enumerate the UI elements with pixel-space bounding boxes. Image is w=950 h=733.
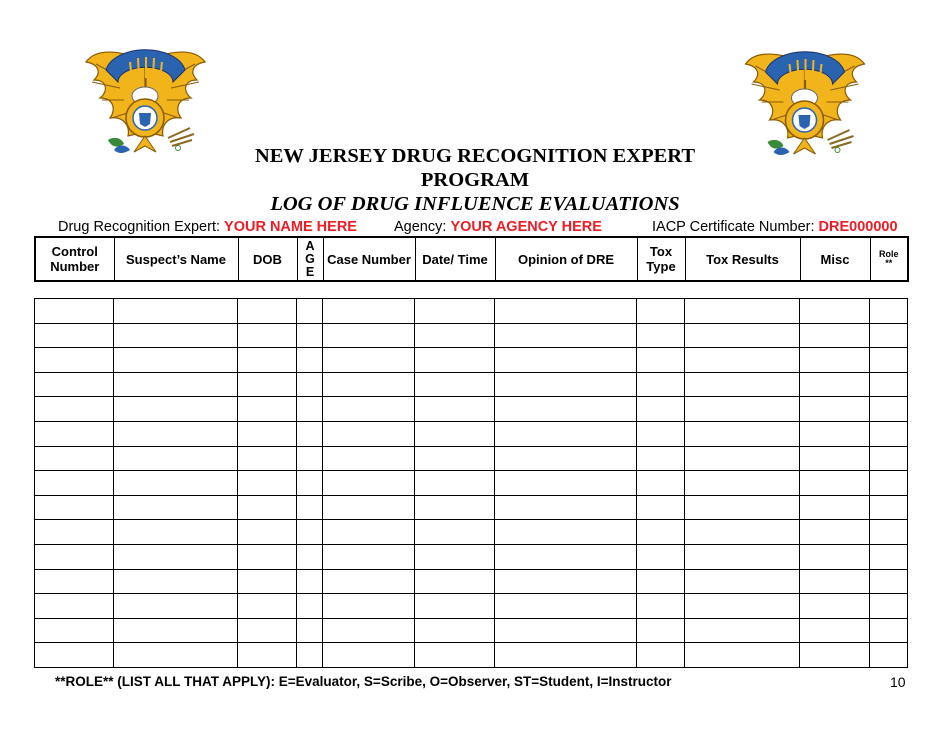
dre-seal-logo-left	[78, 40, 213, 162]
cell-tox-results[interactable]	[685, 372, 800, 397]
cell-dob[interactable]	[238, 594, 297, 619]
dre-name-value[interactable]: YOUR NAME HERE	[224, 219, 357, 235]
cell-control-number[interactable]	[35, 372, 114, 397]
cell-date-time[interactable]	[415, 618, 495, 643]
col-misc: Misc	[800, 237, 870, 281]
cell-suspect-name[interactable]	[114, 372, 238, 397]
cell-control-number[interactable]	[35, 348, 114, 373]
cell-opinion-of-dre[interactable]	[495, 348, 637, 373]
cell-tox-type[interactable]	[637, 299, 685, 324]
cell-dob[interactable]	[238, 569, 297, 594]
cell-age[interactable]	[297, 348, 323, 373]
cell-suspect-name[interactable]	[114, 348, 238, 373]
cell-tox-results[interactable]	[685, 421, 800, 446]
cell-tox-type[interactable]	[637, 618, 685, 643]
cell-role[interactable]	[870, 446, 908, 471]
cell-role[interactable]	[870, 348, 908, 373]
cell-control-number[interactable]	[35, 618, 114, 643]
cell-suspect-name[interactable]	[114, 323, 238, 348]
cell-dob[interactable]	[238, 495, 297, 520]
cell-role[interactable]	[870, 323, 908, 348]
col-role: Role **	[870, 237, 908, 281]
cell-dob[interactable]	[238, 544, 297, 569]
cell-misc[interactable]	[800, 299, 870, 324]
cell-role[interactable]	[870, 643, 908, 668]
table-row	[35, 643, 908, 668]
cell-tox-results[interactable]	[685, 348, 800, 373]
cell-control-number[interactable]	[35, 471, 114, 496]
cell-age[interactable]	[297, 643, 323, 668]
cell-date-time[interactable]	[415, 569, 495, 594]
cell-misc[interactable]	[800, 471, 870, 496]
table-row	[35, 544, 908, 569]
cell-tox-results[interactable]	[685, 594, 800, 619]
table-row	[35, 348, 908, 373]
table-row	[35, 299, 908, 324]
cell-dob[interactable]	[238, 520, 297, 545]
cell-age[interactable]	[297, 397, 323, 422]
cell-suspect-name[interactable]	[114, 520, 238, 545]
cell-control-number[interactable]	[35, 594, 114, 619]
cell-control-number[interactable]	[35, 397, 114, 422]
table-row	[35, 618, 908, 643]
cell-suspect-name[interactable]	[114, 446, 238, 471]
cell-case-number[interactable]	[323, 299, 415, 324]
col-dob: DOB	[238, 237, 297, 281]
cell-opinion-of-dre[interactable]	[495, 421, 637, 446]
cell-role[interactable]	[870, 372, 908, 397]
cell-suspect-name[interactable]	[114, 471, 238, 496]
table-row	[35, 569, 908, 594]
document-title	[215, 144, 735, 216]
col-tox-results: Tox Results	[685, 237, 800, 281]
cell-misc[interactable]	[800, 544, 870, 569]
col-opinion-of-dre: Opinion of DRE	[495, 237, 637, 281]
cell-age[interactable]	[297, 594, 323, 619]
cell-role[interactable]	[870, 397, 908, 422]
table-row	[35, 397, 908, 422]
page-number: 10	[890, 674, 906, 690]
cell-dob[interactable]	[238, 323, 297, 348]
cell-control-number[interactable]	[35, 643, 114, 668]
col-date-time: Date/ Time	[415, 237, 495, 281]
cell-age[interactable]	[297, 323, 323, 348]
cell-suspect-name[interactable]	[114, 643, 238, 668]
cell-role[interactable]	[870, 618, 908, 643]
cell-tox-results[interactable]	[685, 618, 800, 643]
cell-control-number[interactable]	[35, 544, 114, 569]
cell-case-number[interactable]	[323, 421, 415, 446]
cell-dob[interactable]	[238, 446, 297, 471]
cell-date-time[interactable]	[415, 495, 495, 520]
cell-control-number[interactable]	[35, 569, 114, 594]
table-row	[35, 421, 908, 446]
cell-dob[interactable]	[238, 397, 297, 422]
cell-tox-results[interactable]	[685, 643, 800, 668]
col-control-number: Control Number	[35, 237, 114, 281]
cell-age[interactable]	[297, 421, 323, 446]
cell-date-time[interactable]	[415, 446, 495, 471]
cell-misc[interactable]	[800, 421, 870, 446]
cell-opinion-of-dre[interactable]	[495, 495, 637, 520]
cell-tox-type[interactable]	[637, 421, 685, 446]
table-row	[35, 446, 908, 471]
cell-opinion-of-dre[interactable]	[495, 643, 637, 668]
cell-role[interactable]	[870, 299, 908, 324]
cell-misc[interactable]	[800, 446, 870, 471]
agency-info	[394, 219, 602, 235]
agency-value[interactable]: YOUR AGENCY HERE	[450, 219, 602, 235]
cell-case-number[interactable]	[323, 348, 415, 373]
cell-role[interactable]	[870, 421, 908, 446]
cell-misc[interactable]	[800, 643, 870, 668]
cell-tox-type[interactable]	[637, 348, 685, 373]
table-row	[35, 594, 908, 619]
cell-tox-type[interactable]	[637, 594, 685, 619]
cell-opinion-of-dre[interactable]	[495, 446, 637, 471]
cell-case-number[interactable]	[323, 397, 415, 422]
cell-suspect-name[interactable]	[114, 299, 238, 324]
cell-date-time[interactable]	[415, 594, 495, 619]
cell-opinion-of-dre[interactable]	[495, 594, 637, 619]
cell-misc[interactable]	[800, 495, 870, 520]
cell-tox-type[interactable]	[637, 569, 685, 594]
col-tox-type: Tox Type	[637, 237, 685, 281]
cell-tox-results[interactable]	[685, 471, 800, 496]
cell-opinion-of-dre[interactable]	[495, 569, 637, 594]
cell-date-time[interactable]	[415, 323, 495, 348]
cell-tox-results[interactable]	[685, 299, 800, 324]
cell-role[interactable]	[870, 594, 908, 619]
cell-date-time[interactable]	[415, 643, 495, 668]
log-entries-table	[34, 298, 908, 668]
cell-suspect-name[interactable]	[114, 421, 238, 446]
cell-case-number[interactable]	[323, 544, 415, 569]
cell-role[interactable]	[870, 520, 908, 545]
cell-suspect-name[interactable]	[114, 397, 238, 422]
dre-label: Drug Recognition Expert:	[58, 219, 220, 235]
cell-dob[interactable]	[238, 643, 297, 668]
cell-tox-results[interactable]	[685, 520, 800, 545]
cell-misc[interactable]	[800, 618, 870, 643]
cell-misc[interactable]	[800, 323, 870, 348]
cell-control-number[interactable]	[35, 495, 114, 520]
cell-tox-results[interactable]	[685, 446, 800, 471]
cell-date-time[interactable]	[415, 520, 495, 545]
cell-tox-type[interactable]	[637, 544, 685, 569]
cell-case-number[interactable]	[323, 594, 415, 619]
cell-tox-type[interactable]	[637, 520, 685, 545]
cell-dob[interactable]	[238, 618, 297, 643]
cell-age[interactable]	[297, 446, 323, 471]
cell-dob[interactable]	[238, 299, 297, 324]
cell-date-time[interactable]	[415, 544, 495, 569]
cell-misc[interactable]	[800, 520, 870, 545]
cell-role[interactable]	[870, 569, 908, 594]
cell-misc[interactable]	[800, 348, 870, 373]
cell-age[interactable]	[297, 618, 323, 643]
cell-dob[interactable]	[238, 372, 297, 397]
cell-case-number[interactable]	[323, 569, 415, 594]
cell-opinion-of-dre[interactable]	[495, 520, 637, 545]
cell-tox-type[interactable]	[637, 323, 685, 348]
dre-info	[58, 219, 357, 235]
cell-tox-type[interactable]	[637, 643, 685, 668]
cell-age[interactable]	[297, 569, 323, 594]
cell-opinion-of-dre[interactable]	[495, 544, 637, 569]
table-row	[35, 520, 908, 545]
cell-suspect-name[interactable]	[114, 569, 238, 594]
cell-opinion-of-dre[interactable]	[495, 372, 637, 397]
dre-seal-logo-right	[735, 42, 875, 164]
cell-case-number[interactable]	[323, 471, 415, 496]
cell-date-time[interactable]	[415, 397, 495, 422]
cell-date-time[interactable]	[415, 299, 495, 324]
col-case-number: Case Number	[323, 237, 415, 281]
cell-role[interactable]	[870, 471, 908, 496]
agency-label: Agency:	[394, 219, 447, 235]
cell-control-number[interactable]	[35, 421, 114, 446]
col-suspect-name: Suspect’s Name	[114, 237, 238, 281]
cell-control-number[interactable]	[35, 520, 114, 545]
cell-case-number[interactable]	[323, 372, 415, 397]
log-subtitle: LOG OF DRUG INFLUENCE EVALUATIONS	[270, 193, 680, 215]
cell-case-number[interactable]	[323, 643, 415, 668]
cell-date-time[interactable]	[415, 372, 495, 397]
cell-tox-results[interactable]	[685, 544, 800, 569]
cell-tox-type[interactable]	[637, 446, 685, 471]
cell-tox-results[interactable]	[685, 397, 800, 422]
cell-control-number[interactable]	[35, 299, 114, 324]
cell-tox-type[interactable]	[637, 471, 685, 496]
cell-opinion-of-dre[interactable]	[495, 299, 637, 324]
cell-opinion-of-dre[interactable]	[495, 471, 637, 496]
cell-case-number[interactable]	[323, 520, 415, 545]
cell-control-number[interactable]	[35, 323, 114, 348]
iacp-label: IACP Certificate Number:	[652, 219, 815, 235]
iacp-certificate-value[interactable]: DRE000000	[818, 219, 898, 235]
cell-dob[interactable]	[238, 348, 297, 373]
table-row	[35, 323, 908, 348]
cell-dob[interactable]	[238, 471, 297, 496]
cell-age[interactable]	[297, 544, 323, 569]
cell-opinion-of-dre[interactable]	[495, 618, 637, 643]
cell-age[interactable]	[297, 520, 323, 545]
role-legend: **ROLE** (LIST ALL THAT APPLY): E=Evaluator, S=Scribe, O=Observer, ST=Student, I=Instructor	[55, 674, 672, 689]
cell-role[interactable]	[870, 495, 908, 520]
cell-date-time[interactable]	[415, 421, 495, 446]
table-row	[35, 495, 908, 520]
cell-control-number[interactable]	[35, 446, 114, 471]
cell-case-number[interactable]	[323, 618, 415, 643]
cell-date-time[interactable]	[415, 348, 495, 373]
cell-age[interactable]	[297, 471, 323, 496]
cell-suspect-name[interactable]	[114, 495, 238, 520]
cell-suspect-name[interactable]	[114, 594, 238, 619]
log-header-table	[34, 236, 909, 282]
cell-suspect-name[interactable]	[114, 618, 238, 643]
cell-date-time[interactable]	[415, 471, 495, 496]
cell-opinion-of-dre[interactable]	[495, 323, 637, 348]
cell-tox-type[interactable]	[637, 372, 685, 397]
cell-opinion-of-dre[interactable]	[495, 397, 637, 422]
cell-tox-results[interactable]	[685, 495, 800, 520]
cell-case-number[interactable]	[323, 446, 415, 471]
cell-suspect-name[interactable]	[114, 544, 238, 569]
cell-age[interactable]	[297, 299, 323, 324]
table-row	[35, 372, 908, 397]
cell-misc[interactable]	[800, 594, 870, 619]
cell-misc[interactable]	[800, 397, 870, 422]
cell-tox-results[interactable]	[685, 323, 800, 348]
cell-tox-results[interactable]	[685, 569, 800, 594]
program-title: NEW JERSEY DRUG RECOGNITION EXPERT PROGRAM	[254, 145, 696, 191]
cell-age[interactable]	[297, 372, 323, 397]
cell-role[interactable]	[870, 544, 908, 569]
cell-case-number[interactable]	[323, 495, 415, 520]
cell-tox-type[interactable]	[637, 495, 685, 520]
cell-age[interactable]	[297, 495, 323, 520]
cell-dob[interactable]	[238, 421, 297, 446]
log-entries-body	[35, 299, 908, 668]
cell-tox-type[interactable]	[637, 397, 685, 422]
cell-misc[interactable]	[800, 372, 870, 397]
cell-misc[interactable]	[800, 569, 870, 594]
table-row	[35, 471, 908, 496]
iacp-info	[652, 219, 898, 235]
col-age: A G E	[297, 237, 323, 281]
cell-case-number[interactable]	[323, 323, 415, 348]
